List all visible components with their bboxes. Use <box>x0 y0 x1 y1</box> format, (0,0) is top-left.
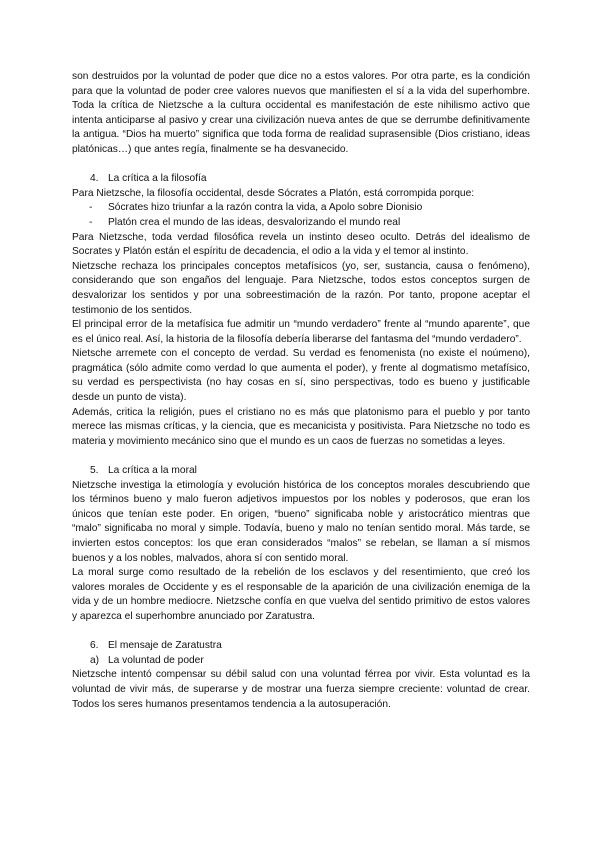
section-6-heading <box>72 639 530 654</box>
dash-bullet: - <box>89 202 93 214</box>
dash-bullet: - <box>89 216 93 228</box>
section-4-lead: Para Nietzsche, la filosofía occidental, desde Sócrates a Platón, está corrompida porque: <box>72 187 475 199</box>
subsection-a-heading <box>72 654 530 669</box>
list-item <box>72 216 530 231</box>
list-item <box>72 201 530 216</box>
section-4-paragraph: Nietzsche rechaza los principales conceptos metafísicos (yo, ser, sustancia, causa o fenómeno), considerando que son engaños del lenguaje. Para Nietzsche, todos estos conceptos surgen de desvalorizar los sentidos y por una sobreestimación de la razón. Por tanto, propone aceptar el testimonio de los sentidos. <box>72 260 530 316</box>
section-4-number: 4. <box>90 173 99 185</box>
spacer <box>72 449 530 464</box>
section-4-title: La crítica a la filosofía <box>108 173 207 185</box>
bullet-text: Sócrates hizo triunfar a la razón contra la vida, a Apolo sobre Dionisio <box>108 202 423 214</box>
subsection-a-title: La voluntad de poder <box>108 654 204 666</box>
subsection-a-number: a) <box>90 654 100 666</box>
section-4-bullet-list <box>72 201 530 230</box>
section-4-paragraph: Además, critica la religión, pues el cristiano no es más que platonismo para el pueblo y por tanto merece las mismas críticas, y la ciencia, que es mecanicista y positivista. Para Nietzsche no todo es materia y movimiento mecánico sino que el mundo es un caos de fuerzas no sometidas a leyes. <box>72 406 530 447</box>
section-5-title: La crítica a la moral <box>108 465 197 477</box>
section-5-paragraph: La moral surge como resultado de la rebelión de los esclavos y del resentimiento, que creó los valores morales de Occidente y es el responsable de la aparición de una civilización enemiga de la vida y de un hombre mediocre. Nietzsche confía en que vuelva del sentido primitivo de estos valores y aparezca el superhombre anunciado por Zaratustra. <box>72 567 530 622</box>
page-content <box>72 70 530 712</box>
section-4-paragraph: Nietsche arremete con el concepto de verdad. Su verdad es fenomenista (no existe el noúmeno), pragmática (sólo admite como verdad lo que aumenta el poder), y frente al dogmatismo metafísico, su verdad es perspectivista (no hay cosas en sí, sino perspectivas, todo es bueno y justificable desde un punto de vista). <box>72 348 530 404</box>
intro-paragraph: son destruidos por la voluntad de poder que dice no a estos valores. Por otra parte, es la condición para que la voluntad de poder cree valores nuevos que manifiesten el sí a la vida del superhombre. Toda la crítica de Nietzsche a la cultura occidental es manifestación de este nihilismo activo que intenta anticiparse al pasivo y crear una civilización nueva antes de que se derrumbe definitivamente la antigua. “Dios ha muerto” significa que toda forma de realidad suprasensible (Dios cristiano, ideas platónicas…) que antes regía, finalmente se ha desvanecido. <box>72 71 530 155</box>
section-4-paragraph: Para Nietzsche, toda verdad filosófica revela un instinto deseo oculto. Detrás del idealismo de Socrates y Platón están el espíritu de decadencia, el odio a la vida y el temor al instinto. <box>72 231 530 258</box>
section-5-heading <box>72 464 530 479</box>
section-5-paragraph: Nietzsche investiga la etimología y evolución histórica de los conceptos morales descubriendo que los términos bueno y malo fueron adjetivos impuestos por los nobles y poderosos, que eran los únicos que tenían este poder. En origen, “bueno” significaba noble y aristocrático mientras que “malo” significaba no moral y simple. Todavía, bueno y malo no tenían sentido moral. Más tarde, se invierten estos conceptos: los que eran considerados “malos” se rebelan, se llaman a sí mismos buenos y a los nobles, malvados, ahora sí con sentido moral. <box>72 479 530 564</box>
spacer <box>72 625 530 640</box>
section-6-number: 6. <box>90 640 99 652</box>
section-4-paragraph: El principal error de la metafísica fue admitir un “mundo verdadero” frente al “mundo aparente”, que es el único real. Así, la historia de la filosofía debería liberarse del fantasma del “mundo verdadero”. <box>72 319 530 345</box>
bullet-text: Platón crea el mundo de las ideas, desvalorizando el mundo real <box>108 216 401 228</box>
section-5-number: 5. <box>90 465 99 477</box>
spacer <box>72 158 530 173</box>
section-6-title: El mensaje de Zaratustra <box>108 640 222 652</box>
section-6-paragraph: Nietzsche intentó compensar su débil salud con una voluntad férrea por vivir. Esta voluntad es la voluntad de vivir más, de superarse y de mostrar una fuerza siempre creciente: voluntad de crear. Todos los seres humanos presentamos tendencia a la autosuperación. <box>72 669 530 710</box>
section-4-heading <box>72 172 530 187</box>
